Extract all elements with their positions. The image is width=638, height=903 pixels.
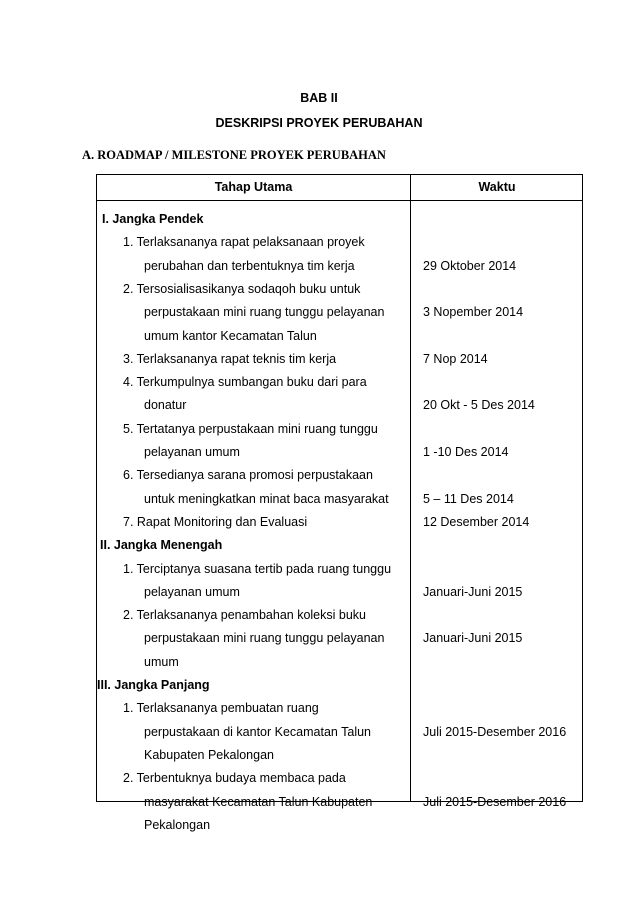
milestone-item-line: 1. Terlaksananya pembuatan ruang — [123, 701, 319, 716]
milestone-item-line: 6. Tersedianya sarana promosi perpustakaan — [123, 468, 373, 483]
milestone-item-line: donatur — [144, 398, 187, 413]
milestone-item-line: perpustakaan mini ruang tunggu pelayanan — [144, 305, 385, 320]
milestone-time: Januari-Juni 2015 — [423, 584, 523, 599]
section-heading: A. ROADMAP / MILESTONE PROYEK PERUBAHAN — [82, 148, 386, 162]
document-title: DESKRIPSI PROYEK PERUBAHAN — [215, 116, 423, 130]
milestone-time: 1 -10 Des 2014 — [423, 445, 509, 459]
chapter-heading: BAB II — [300, 91, 338, 105]
milestone-table — [96, 174, 583, 832]
milestone-item-line: umum kantor Kecamatan Talun — [144, 328, 317, 343]
milestone-item-line: pelayanan umum — [144, 445, 240, 459]
milestone-item-line: 2. Terbentuknya budaya membaca pada — [123, 771, 346, 786]
milestone-item-line: umum — [144, 654, 179, 669]
milestone-item-line: masyarakat Kecamatan Talun Kabupaten — [144, 794, 373, 809]
group-heading: II. Jangka Menengah — [100, 538, 223, 553]
header-divider — [97, 200, 582, 201]
column-header-time: Waktu — [478, 180, 516, 194]
column-header-stage: Tahap Utama — [214, 180, 293, 194]
milestone-time: 7 Nop 2014 — [423, 351, 488, 366]
milestone-time: Juli 2015-Desember 2016 — [423, 724, 567, 739]
milestone-time: 29 Oktober 2014 — [423, 258, 517, 273]
milestone-time: Januari-Juni 2015 — [423, 631, 523, 646]
milestone-time: 3 Nopember 2014 — [423, 305, 524, 320]
milestone-item-line: 2. Terlaksananya penambahan koleksi buku — [123, 608, 366, 623]
milestone-time: 12 Desember 2014 — [423, 514, 530, 529]
milestone-item-line: perubahan dan terbentuknya tim kerja — [144, 258, 355, 273]
group-heading: I. Jangka Pendek — [102, 212, 204, 226]
milestone-time: 20 Okt - 5 Des 2014 — [423, 398, 535, 413]
milestone-item-line: Kabupaten Pekalongan — [144, 747, 274, 762]
milestone-item-line: 5. Tertatanya perpustakaan mini ruang tunggu — [123, 421, 378, 436]
milestone-item-line: 7. Rapat Monitoring dan Evaluasi — [123, 514, 308, 529]
milestone-item-line: perpustakaan mini ruang tunggu pelayanan — [144, 631, 385, 646]
milestone-item-line: Pekalongan — [144, 817, 211, 832]
group-heading: III. Jangka Panjang — [97, 678, 210, 692]
milestone-item-line: 4. Terkumpulnya sumbangan buku dari para — [123, 375, 367, 390]
milestone-item-line: 1. Terlaksananya rapat pelaksanaan proyek — [123, 235, 365, 250]
milestone-item-line: 3. Terlaksananya rapat teknis tim kerja — [123, 351, 337, 366]
milestone-time: 5 – 11 Des 2014 — [423, 491, 514, 506]
milestone-item-line: pelayanan umum — [144, 584, 240, 599]
milestone-item-line: untuk meningkatkan minat baca masyarakat — [144, 491, 389, 506]
milestone-item-line: 2. Tersosialisasikanya sodaqoh buku untuk — [123, 281, 361, 296]
column-divider — [410, 175, 411, 801]
milestone-item-line: 1. Terciptanya suasana tertib pada ruang tunggu — [123, 561, 392, 576]
milestone-item-line: perpustakaan di kantor Kecamatan Talun — [144, 724, 372, 739]
milestone-time: Juli 2015-Desember 2016 — [423, 794, 567, 809]
